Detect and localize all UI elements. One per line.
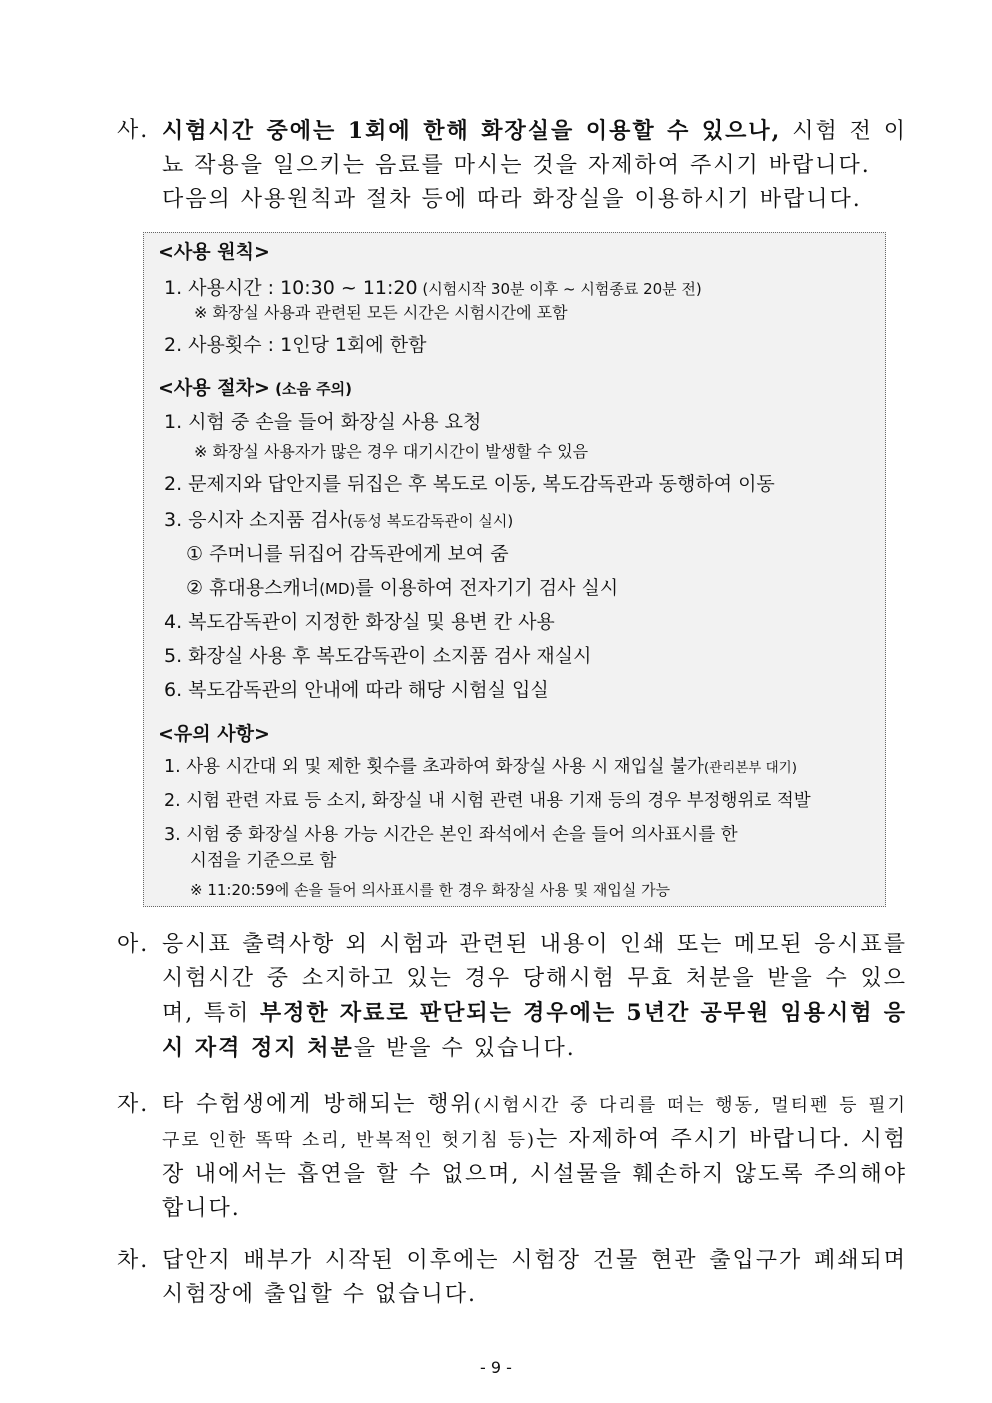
procedure-item-3 xyxy=(164,505,513,532)
procedure-item-3-sub: (동성 복도감독관이 실시) xyxy=(347,512,514,530)
procedure-item-1-note: ※ 화장실 사용자가 많은 경우 대기시간이 발생할 수 있음 xyxy=(194,442,589,461)
procedure-heading-sub: (소음 주의) xyxy=(269,380,352,398)
procedure-heading xyxy=(158,373,352,400)
principles-item-1 xyxy=(164,273,702,300)
section-sa xyxy=(117,114,907,217)
body-text-paren: (시험시간 중 다리를 떠는 행동, 멀티펜 등 필기구로 인한 똑딱 소리, 반복적인 헛기침 등) xyxy=(162,1095,907,1151)
principles-item-1-text: 1. 사용시간 : 10:30 ~ 11:20 xyxy=(164,277,418,299)
section-text: 답안지 배부가 시작된 이후에는 시험장 건물 현관 출입구가 폐쇄되며 시험장에 출입할 수 없습니다. xyxy=(162,1248,907,1307)
cautions-item-3-note: ※ 11:20:59에 손을 들어 의사표시를 한 경우 화장실 사용 및 재입실 가능 xyxy=(190,881,671,899)
procedure-item-3b-pre: ② 휴대용스캐너 xyxy=(186,577,320,599)
cautions-item-3-line2: 시점을 기준으로 함 xyxy=(190,851,337,871)
body-text-end: 는 자제하여 주시기 바랍니다. 시험장 내에서는 흡연을 할 수 없으며, 시설물을 훼손하지 않도록 주의해야 합니다. xyxy=(162,1127,907,1221)
principles-item-2: 2. 사용횟수 : 1인당 1회에 한함 xyxy=(164,334,427,356)
section-text xyxy=(162,114,907,183)
principles-item-1-note: ※ 화장실 사용과 관련된 모든 시간은 시험시간에 포함 xyxy=(194,303,568,322)
procedure-item-1: 1. 시험 중 손을 들어 화장실 사용 요청 xyxy=(164,411,482,433)
body-text: 타 수험생에게 방해되는 행위 xyxy=(162,1092,474,1117)
procedure-item-3b xyxy=(186,573,618,600)
section-a xyxy=(117,928,907,1066)
body-text: 응시표 출력사항 외 시험과 관련된 내용이 인쇄 또는 메모된 응시표를 시험시간 중 소지하고 있는 경우 당해시험 무효 처분을 받을 수 있으며, 특히 xyxy=(162,932,907,1026)
section-text xyxy=(162,1088,907,1226)
body-text: 시험 전 이뇨 작용을 일으키는 음료를 마시는 것을 자제하여 주시기 바랍니다. xyxy=(162,119,907,178)
restroom-rules-box xyxy=(143,232,886,907)
page-number: - 9 - xyxy=(480,1358,512,1377)
cautions-item-1-text: 1. 사용 시간대 외 및 제한 횟수를 초과하여 화장실 사용 시 재입실 불가 xyxy=(164,757,704,777)
procedure-item-6: 6. 복도감독관의 안내에 따라 해당 시험실 입실 xyxy=(164,679,549,701)
principles-item-1-sub: (시험시작 30분 이후 ~ 시험종료 20분 전) xyxy=(417,280,702,298)
bold-text: 시험시간 중에는 1회에 한해 화장실을 이용할 수 있으나, xyxy=(162,118,782,144)
cautions-item-1-sub: (관리본부 대기) xyxy=(703,760,797,776)
section-marker: 차. xyxy=(117,1248,150,1273)
procedure-heading-text: <사용 절차> xyxy=(158,377,270,399)
cautions-item-2: 2. 시험 관련 자료 등 소지, 화장실 내 시험 관련 내용 기재 등의 경우 부정행위로 적발 xyxy=(164,791,811,811)
section-marker: 사. xyxy=(117,118,150,143)
cautions-heading: <유의 사항> xyxy=(158,723,270,745)
section-marker: 아. xyxy=(117,932,150,957)
bold-text: 부정한 자료로 판단되는 경우에는 5년간 공무원 임용시험 응시 자격 정지 처분 xyxy=(162,1000,907,1061)
procedure-item-3b-post: 를 이용하여 전자기기 검사 실시 xyxy=(355,577,619,599)
body-text-line3: 다음의 사용원칙과 절차 등에 따라 화장실을 이용하시기 바랍니다. xyxy=(162,187,862,212)
procedure-item-3b-sub: (MD) xyxy=(319,580,356,598)
cautions-item-1 xyxy=(164,753,797,778)
section-marker: 자. xyxy=(117,1092,150,1117)
cautions-item-3-line1: 3. 시험 중 화장실 사용 가능 시간은 본인 좌석에서 손을 들어 의사표시를 한 xyxy=(164,825,738,845)
procedure-item-3-text: 3. 응시자 소지품 검사 xyxy=(164,509,348,531)
procedure-item-3a: ① 주머니를 뒤집어 감독관에게 보여 줌 xyxy=(186,543,509,565)
section-text xyxy=(162,928,907,1066)
procedure-item-2: 2. 문제지와 답안지를 뒤집은 후 복도로 이동, 복도감독관과 동행하여 이동 xyxy=(164,473,775,495)
body-text-end: 을 받을 수 있습니다. xyxy=(353,1036,576,1061)
procedure-item-4: 4. 복도감독관이 지정한 화장실 및 용변 칸 사용 xyxy=(164,611,555,633)
procedure-item-5: 5. 화장실 사용 후 복도감독관이 소지품 검사 재실시 xyxy=(164,645,592,667)
section-cha xyxy=(117,1244,907,1312)
principles-heading: <사용 원칙> xyxy=(158,241,270,263)
section-ja xyxy=(117,1088,907,1226)
